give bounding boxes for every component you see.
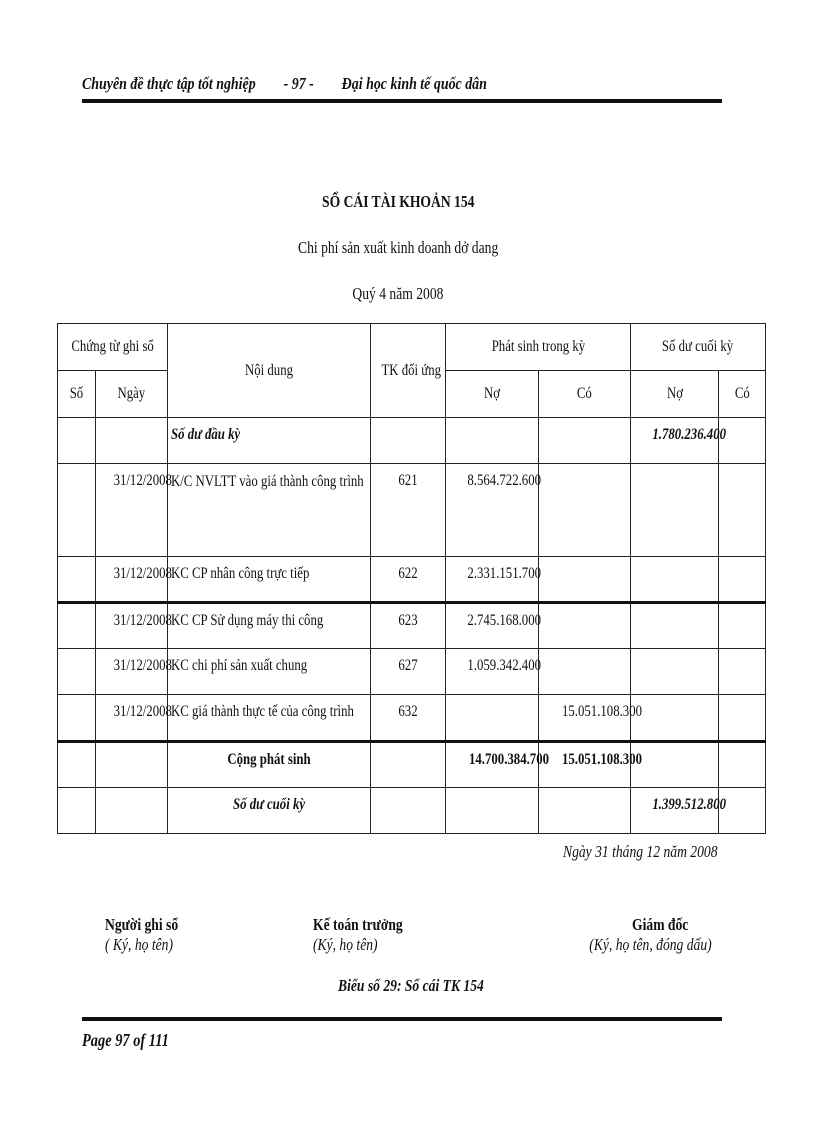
header-period-debit: Nợ: [446, 371, 539, 418]
cell-counter-account: 622: [371, 557, 446, 603]
cell-period-debit: [446, 418, 539, 464]
cell-closing-credit: [719, 742, 766, 788]
cell-date: 31/12/2008: [96, 464, 168, 557]
header-right-text: Đại học kinh tế quốc dân: [341, 74, 487, 93]
cell-period-debit: 8.564.722.600: [446, 464, 539, 557]
cell-closing-debit: [631, 603, 719, 649]
cell-closing-credit: [719, 557, 766, 603]
cell-no: [58, 649, 96, 695]
cell-description: Số dư đầu kỳ: [168, 418, 371, 464]
signature-role: Kế toán trưởng: [313, 915, 403, 934]
cell-closing-credit: [719, 464, 766, 557]
document-subtitle: Chi phí sản xuất kinh doanh dở dang: [297, 238, 499, 257]
table-row-totals: [58, 742, 766, 788]
cell-closing-debit: [631, 464, 719, 557]
cell-date: 31/12/2008: [96, 557, 168, 603]
signature-director: [580, 915, 740, 955]
cell-date: [96, 418, 168, 464]
cell-no: [58, 788, 96, 834]
cell-period-debit: 1.059.342.400: [446, 649, 539, 695]
cell-period-debit: [446, 695, 539, 742]
cell-no: [58, 557, 96, 603]
header-voucher-group: Chứng từ ghi sổ: [58, 324, 168, 371]
cell-counter-account: [371, 788, 446, 834]
cell-closing-debit: 1.399.512.800: [631, 788, 719, 834]
cell-description: Cộng phát sinh: [168, 742, 371, 788]
signature-role: Người ghi sổ: [105, 915, 179, 934]
header-page-marker: - 97 -: [283, 74, 314, 93]
cell-no: [58, 742, 96, 788]
header-left-text: Chuyên đề thực tập tốt nghiệp: [82, 74, 256, 93]
header-closing-credit: Có: [719, 371, 766, 418]
cell-description: KC CP Sử dụng máy thi công: [168, 603, 371, 649]
cell-description: KC chi phí sản xuất chung: [168, 649, 371, 695]
cell-closing-debit: [631, 695, 719, 742]
footer-rule: [82, 1017, 722, 1021]
cell-counter-account: 623: [371, 603, 446, 649]
header-description: Nội dung: [168, 324, 371, 418]
cell-period-debit: [446, 788, 539, 834]
cell-period-credit: [539, 464, 631, 557]
cell-date: [96, 788, 168, 834]
header-closing-debit: Nợ: [631, 371, 719, 418]
cell-period-debit: 2.745.168.000: [446, 603, 539, 649]
cell-period-credit: [539, 788, 631, 834]
cell-counter-account: 632: [371, 695, 446, 742]
date-line: Ngày 31 tháng 12 năm 2008: [563, 842, 718, 861]
cell-no: [58, 603, 96, 649]
header-period-group: Phát sinh trong kỳ: [446, 324, 631, 371]
table-row: [58, 557, 766, 603]
header-row-1: [58, 324, 766, 371]
ledger-table: [57, 323, 766, 834]
table-row: [58, 603, 766, 649]
header-rule: [82, 99, 722, 103]
header-voucher-no: Số: [58, 371, 96, 418]
header-closing-group: Số dư cuối kỳ: [631, 324, 766, 371]
signature-role: Giám đốc: [631, 915, 689, 934]
cell-description: Số dư cuối kỳ: [168, 788, 371, 834]
cell-period-credit: [539, 603, 631, 649]
cell-no: [58, 695, 96, 742]
signature-note: (Ký, họ tên): [313, 935, 378, 954]
cell-closing-credit: [719, 649, 766, 695]
document-period: Quý 4 năm 2008: [352, 284, 444, 303]
header-period-credit: Có: [539, 371, 631, 418]
cell-description: KC CP nhân công trực tiếp: [168, 557, 371, 603]
cell-closing-credit: [719, 695, 766, 742]
cell-period-debit: 2.331.151.700: [446, 557, 539, 603]
cell-period-credit: 15.051.108.300: [539, 695, 631, 742]
cell-description: K/C NVLTT vào giá thành công trình: [168, 464, 371, 557]
table-row-closing-balance: [58, 788, 766, 834]
signature-chief-accountant: [313, 915, 425, 955]
cell-date: 31/12/2008: [96, 695, 168, 742]
header-voucher-date: Ngày: [96, 371, 168, 418]
cell-no: [58, 418, 96, 464]
cell-date: [96, 742, 168, 788]
cell-description: KC giá thành thực tế của công trình: [168, 695, 371, 742]
signature-recorder: [105, 915, 196, 955]
cell-period-credit: [539, 557, 631, 603]
cell-closing-debit: [631, 557, 719, 603]
cell-closing-debit: [631, 649, 719, 695]
signature-note: ( Ký, họ tên): [105, 935, 173, 954]
cell-no: [58, 464, 96, 557]
cell-closing-debit: 1.780.236.400: [631, 418, 719, 464]
cell-period-credit-total: 15.051.108.300: [539, 742, 631, 788]
cell-closing-credit: [719, 603, 766, 649]
header-counter-account: TK đối ứng: [371, 324, 446, 418]
cell-date: 31/12/2008: [96, 649, 168, 695]
table-row: [58, 464, 766, 557]
cell-counter-account: [371, 742, 446, 788]
document-title: SỔ CÁI TÀI KHOẢN 154: [321, 192, 475, 211]
cell-counter-account: 627: [371, 649, 446, 695]
page-footer: Page 97 of 111: [82, 1030, 169, 1050]
cell-period-debit-total: 14.700.384.700: [446, 742, 539, 788]
cell-closing-debit: [631, 742, 719, 788]
cell-period-credit: [539, 418, 631, 464]
table-row-opening-balance: [58, 418, 766, 464]
table-row: [58, 649, 766, 695]
table-row: [58, 695, 766, 742]
cell-date: 31/12/2008: [96, 603, 168, 649]
cell-counter-account: [371, 418, 446, 464]
page-header: [82, 74, 487, 94]
cell-counter-account: 621: [371, 464, 446, 557]
figure-caption: Biểu số 29: Sổ cái TK 154: [338, 976, 484, 995]
signature-note: (Ký, họ tên, đóng dấu): [588, 935, 712, 954]
cell-period-credit: [539, 649, 631, 695]
